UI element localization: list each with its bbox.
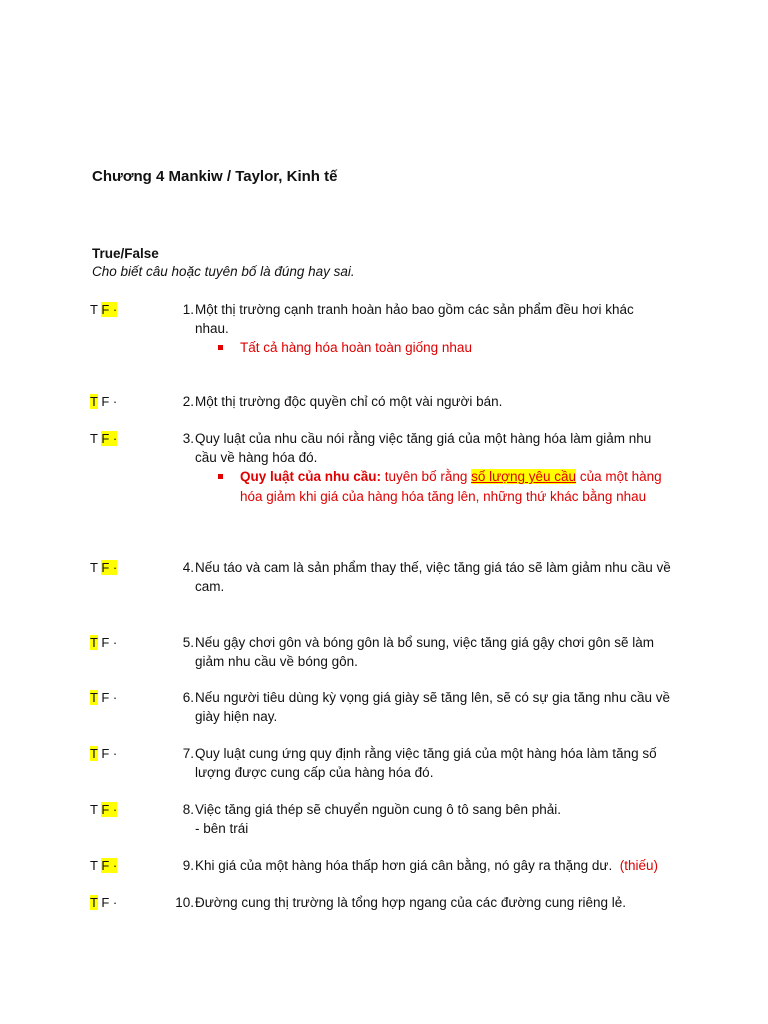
option-false[interactable]: F · <box>101 302 118 317</box>
answer-note <box>240 469 662 484</box>
option-false[interactable]: F · <box>101 858 118 873</box>
tf-options-q1[interactable] <box>90 302 117 317</box>
question-text: Quy luật cung ứng quy định rằng việc tăng giá của một hàng hóa làm tăng số <box>195 746 657 761</box>
question-number: 4. <box>182 560 194 575</box>
tf-options-q6[interactable] <box>90 690 117 705</box>
question-text: Quy luật của nhu cầu nói rằng việc tăng giá của một hàng hóa làm giảm nhu <box>195 431 652 446</box>
question-text: Một thị trường độc quyền chỉ có một vài người bán. <box>195 394 503 409</box>
option-true[interactable]: T <box>90 431 98 446</box>
option-false[interactable]: F · <box>101 560 118 575</box>
option-true[interactable]: T <box>90 746 98 761</box>
question-text-cont: nhau. <box>195 321 229 336</box>
bullet-icon <box>218 345 223 350</box>
question-text: Nếu người tiêu dùng kỳ vọng giá giày sẽ tăng lên, sẽ có sự gia tăng nhu cầu về <box>195 690 670 705</box>
option-false[interactable]: F · <box>101 635 118 650</box>
section-heading: True/False <box>92 246 159 261</box>
question-text: Nếu táo và cam là sản phẩm thay thế, việc tăng giá táo sẽ làm giảm nhu cầu về <box>195 560 671 575</box>
tf-options-q8[interactable] <box>90 802 117 817</box>
option-true[interactable]: T <box>90 802 98 817</box>
question-text: Một thị trường cạnh tranh hoàn hảo bao gồm các sản phẩm đều hơi khác <box>195 302 634 317</box>
question-number: 7. <box>182 746 194 761</box>
tf-options-q4[interactable] <box>90 560 117 575</box>
option-true[interactable]: T <box>90 302 98 317</box>
question-text-cont: cam. <box>195 579 225 594</box>
question-number: 2. <box>182 394 194 409</box>
option-false[interactable]: F · <box>101 895 118 910</box>
option-true[interactable]: T <box>90 895 98 910</box>
answer-note: Tất cả hàng hóa hoàn toàn giống nhau <box>240 340 472 355</box>
question-number: 8. <box>182 802 194 817</box>
question-text: Đường cung thị trường là tổng hợp ngang của các đường cung riêng lẻ. <box>195 895 627 910</box>
question-text: Nếu gậy chơi gôn và bóng gôn là bổ sung, việc tăng giá gậy chơi gôn sẽ làm <box>195 635 654 650</box>
question-number: 3. <box>182 431 194 446</box>
question-number: 5. <box>182 635 194 650</box>
note-term: Quy luật của nhu cầu: <box>240 469 382 484</box>
question-text: Việc tăng giá thép sẽ chuyển nguồn cung ô tô sang bên phải. <box>195 802 562 817</box>
note-text: tuyên bố rằng <box>381 469 472 484</box>
question-text-cont: giảm nhu cầu về bóng gôn. <box>195 654 358 669</box>
option-false[interactable]: F · <box>101 394 118 409</box>
answer-note: (thiếu) <box>619 858 658 873</box>
bullet-icon <box>218 474 223 479</box>
question-text-cont: giày hiện nay. <box>195 709 278 724</box>
question-text-cont: lượng được cung cấp của hàng hóa đó. <box>195 765 434 780</box>
question-number: 10. <box>175 895 194 910</box>
tf-options-q7[interactable] <box>90 746 117 761</box>
section-instruction: Cho biết câu hoặc tuyên bố là đúng hay sai. <box>92 264 355 279</box>
question-number: 6. <box>182 690 194 705</box>
option-true[interactable]: T <box>90 394 98 409</box>
page-title: Chương 4 Mankiw / Taylor, Kinh tế <box>92 168 338 185</box>
tf-options-q9[interactable] <box>90 858 117 873</box>
option-true[interactable]: T <box>90 560 98 575</box>
tf-options-q2[interactable] <box>90 394 117 409</box>
tf-options-q5[interactable] <box>90 635 117 650</box>
question-text: Khi giá của một hàng hóa thấp hơn giá cân bằng, nó gây ra thặng dư. (thiếu) <box>195 858 658 873</box>
question-number: 1. <box>182 302 194 317</box>
option-true[interactable]: T <box>90 635 98 650</box>
option-false[interactable]: F · <box>101 690 118 705</box>
question-number: 9. <box>182 858 194 873</box>
note-text: của một hàng <box>576 469 662 484</box>
answer-note: - bên trái <box>195 821 249 836</box>
question-text-cont: cầu về hàng hóa đó. <box>195 450 318 465</box>
note-highlight: số lượng yêu cầu <box>471 469 577 484</box>
option-true[interactable]: T <box>90 690 98 705</box>
option-false[interactable]: F · <box>101 746 118 761</box>
tf-options-q3[interactable] <box>90 431 117 446</box>
tf-options-q10[interactable] <box>90 895 117 910</box>
option-false[interactable]: F · <box>101 802 118 817</box>
option-false[interactable]: F · <box>101 431 118 446</box>
option-true[interactable]: T <box>90 858 98 873</box>
answer-note-cont: hóa giảm khi giá của hàng hóa tăng lên, những thứ khác bằng nhau <box>240 489 647 504</box>
